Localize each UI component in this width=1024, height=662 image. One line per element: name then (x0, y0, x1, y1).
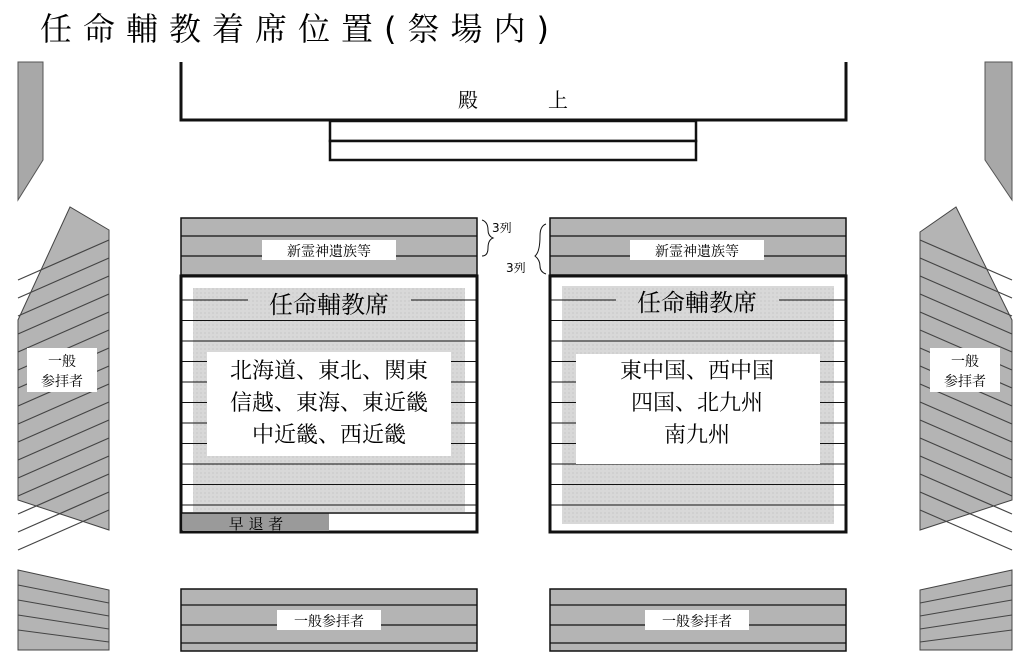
left-seat-block (181, 276, 477, 533)
left-family-label: 新霊神遺族等 (287, 244, 371, 260)
right-region-line1: 東中国、西中国 (619, 359, 775, 384)
left-side-seating (18, 207, 109, 550)
bottom-right-general-seating (550, 589, 846, 651)
left-seat-title: 任命輔教席 (269, 291, 389, 319)
left-side-label-line1: 一般 (48, 354, 76, 370)
left-edge-strip (18, 62, 43, 200)
rows-note-top: 3列 (492, 221, 512, 235)
left-region-line2: 信越、東海、東近畿 (229, 391, 429, 416)
early-leave-label: 早 退 者 (228, 515, 284, 533)
seat-row-line (920, 510, 1012, 550)
bottom-left-corner-seating (18, 570, 109, 650)
bottom-left-label: 一般参拝者 (294, 614, 364, 630)
page-title: 任命輔教着席位置(祭場内) (40, 10, 560, 48)
right-region-line3: 南九州 (663, 423, 731, 448)
right-region-line2: 四国、北九州 (630, 391, 764, 416)
right-family-rows (550, 218, 846, 275)
bottom-right-label: 一般参拝者 (662, 614, 732, 630)
right-seat-title: 任命輔教席 (637, 289, 757, 317)
right-side-seating (920, 207, 1012, 550)
left-family-rows (181, 218, 477, 275)
left-region-line3: 中近畿、西近畿 (251, 423, 407, 448)
bottom-right-corner-seating (920, 570, 1012, 650)
seat-row-line (18, 510, 109, 550)
right-side-label-line2: 参拝者 (944, 374, 986, 390)
right-family-label: 新霊神遺族等 (655, 244, 739, 260)
stage-label-left: 殿 (458, 88, 478, 112)
rows-note-bottom: 3列 (506, 261, 526, 275)
left-region-line1: 北海道、東北、関東 (229, 359, 429, 384)
stage (181, 62, 846, 160)
right-edge-strip (985, 62, 1012, 200)
bottom-left-general-seating (181, 589, 477, 651)
stage-label-right: 上 (548, 88, 568, 112)
rows-note (482, 220, 546, 275)
left-side-label-line2: 参拝者 (41, 374, 83, 390)
right-seat-block (550, 276, 846, 532)
right-side-label-line1: 一般 (951, 354, 979, 370)
